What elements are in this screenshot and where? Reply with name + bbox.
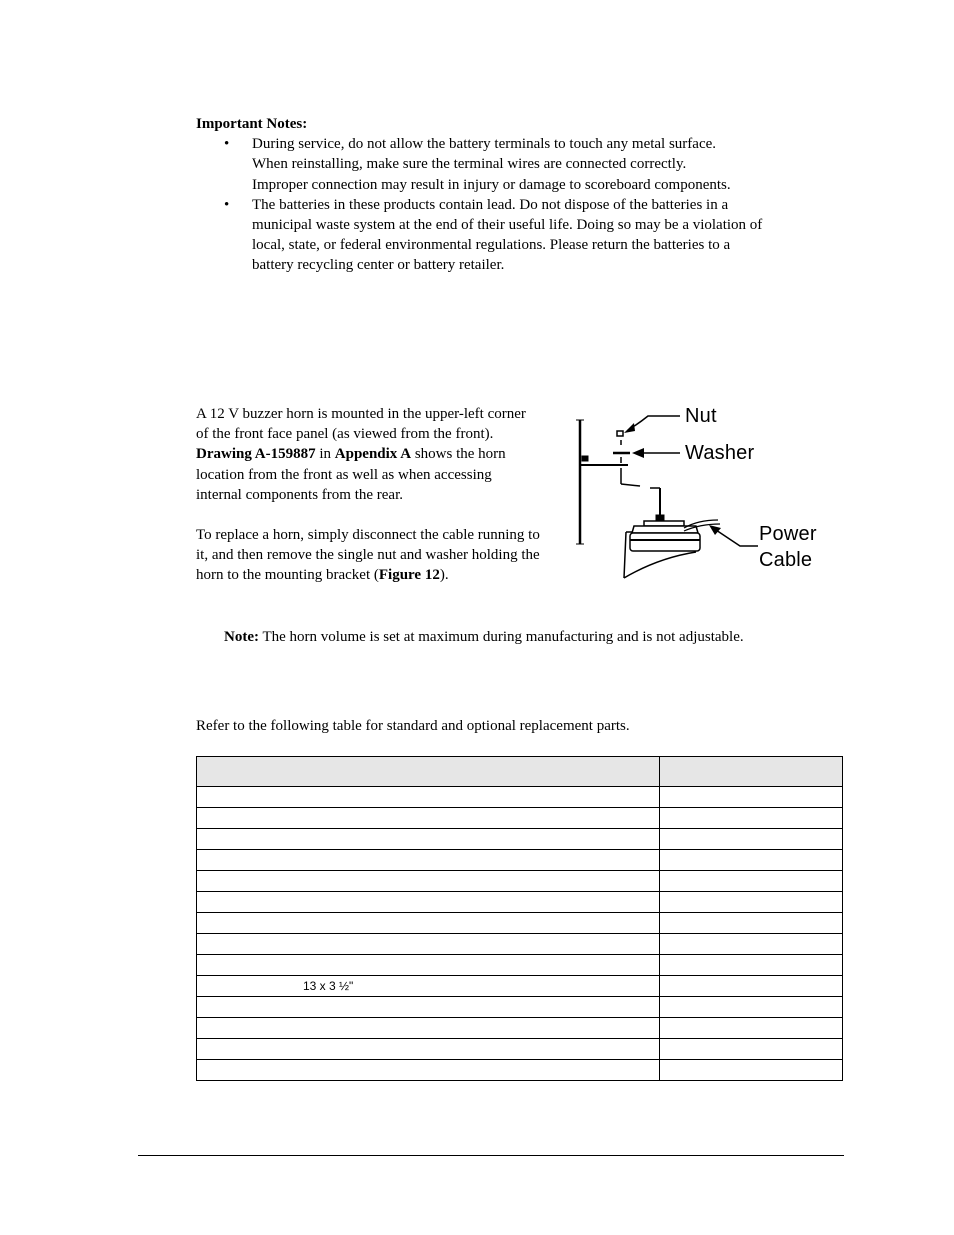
text: A 12 V buzzer horn is mounted in the upper-left corner of the front face panel (as viewed from the front).	[196, 406, 526, 443]
cell-part-number	[660, 871, 843, 892]
cell-description	[197, 871, 660, 892]
cell-description	[197, 1060, 660, 1081]
parts-intro: Refer to the following table for standard and optional replacement parts.	[196, 718, 630, 734]
table-row	[197, 871, 843, 892]
replacement-parts-table	[196, 756, 843, 1081]
table-row	[197, 955, 843, 976]
table-row	[197, 892, 843, 913]
cell-part-number	[660, 1018, 843, 1039]
note-line: municipal waste system at the end of their useful life. Doing so may be a violation of	[252, 217, 763, 234]
cell-description	[197, 997, 660, 1018]
cell-part-number	[660, 829, 843, 850]
horn-description	[196, 404, 541, 586]
cell-description	[197, 934, 660, 955]
horn-mounting-figure	[568, 398, 848, 588]
nut-label: Nut	[685, 405, 717, 427]
bullet-icon: •	[224, 136, 230, 153]
note-bullet-battery-terminals	[196, 134, 846, 195]
text: ).	[439, 567, 449, 584]
table-row	[197, 976, 843, 997]
table-row	[197, 997, 843, 1018]
appendix-reference: Appendix A	[334, 446, 412, 463]
power-label: Power	[759, 523, 817, 545]
text: To replace a horn, simply disconnect the cable running to it, and then remove the single nut and washer holding the horn to the mounting bracket (	[196, 527, 540, 584]
cell-part-number	[660, 1039, 843, 1060]
cell-description	[197, 976, 660, 997]
cell-part-number	[660, 892, 843, 913]
table-row	[197, 829, 843, 850]
important-notes-title: Important Notes:	[196, 116, 308, 132]
table-row	[197, 787, 843, 808]
figure-reference: Figure 12	[378, 567, 440, 584]
cable-label: Cable	[759, 549, 813, 571]
cell-description	[197, 850, 660, 871]
cell-description-text: 13 x 3 ½"	[303, 979, 354, 993]
cell-part-number	[660, 997, 843, 1018]
header-description	[197, 757, 660, 787]
text: in	[315, 446, 335, 463]
cell-part-number	[660, 808, 843, 829]
cell-part-number	[660, 976, 843, 997]
text: shows the horn location from the front as well as when accessing internal components from the rear.	[196, 446, 506, 503]
table-row	[197, 1039, 843, 1060]
header-part-number	[660, 757, 843, 787]
horn-paragraph-1	[196, 404, 541, 505]
horn-volume-note	[224, 627, 744, 647]
cell-description	[197, 955, 660, 976]
table-row	[197, 1018, 843, 1039]
cell-part-number	[660, 955, 843, 976]
table-row	[197, 808, 843, 829]
table-header-row	[197, 757, 843, 787]
note-bullet-lead-disposal	[196, 195, 846, 276]
note-line: battery recycling center or battery retailer.	[252, 257, 505, 274]
table-row	[197, 1060, 843, 1081]
cell-description	[197, 1039, 660, 1060]
note-line: The batteries in these products contain lead. Do not dispose of the batteries in a	[252, 196, 729, 213]
footer-divider	[138, 1155, 844, 1156]
important-notes	[196, 114, 846, 276]
cell-description	[197, 913, 660, 934]
drawing-reference: Drawing A-159887	[196, 446, 316, 463]
note-line: During service, do not allow the battery terminals to touch any metal surface.	[252, 136, 717, 153]
note-label: Note:	[224, 629, 259, 645]
cell-part-number	[660, 934, 843, 955]
note-line: local, state, or federal environmental regulations. Please return the batteries to a	[252, 237, 731, 254]
cell-part-number	[660, 787, 843, 808]
note-line: When reinstalling, make sure the terminal wires are connected correctly.	[252, 156, 687, 173]
washer-label: Washer	[685, 442, 755, 464]
horn-paragraph-2	[196, 525, 541, 586]
cell-description	[197, 892, 660, 913]
note-text: The horn volume is set at maximum during manufacturing and is not adjustable.	[258, 629, 744, 645]
note-line: Improper connection may result in injury or damage to scoreboard components.	[252, 176, 731, 193]
cell-part-number	[660, 1060, 843, 1081]
cell-part-number	[660, 850, 843, 871]
cell-description	[197, 808, 660, 829]
cell-description	[197, 1018, 660, 1039]
cell-part-number	[660, 913, 843, 934]
cell-description	[197, 787, 660, 808]
table-row	[197, 850, 843, 871]
important-notes-list	[196, 134, 846, 275]
bullet-icon: •	[224, 196, 230, 213]
table-row	[197, 934, 843, 955]
cell-description	[197, 829, 660, 850]
table-row	[197, 913, 843, 934]
